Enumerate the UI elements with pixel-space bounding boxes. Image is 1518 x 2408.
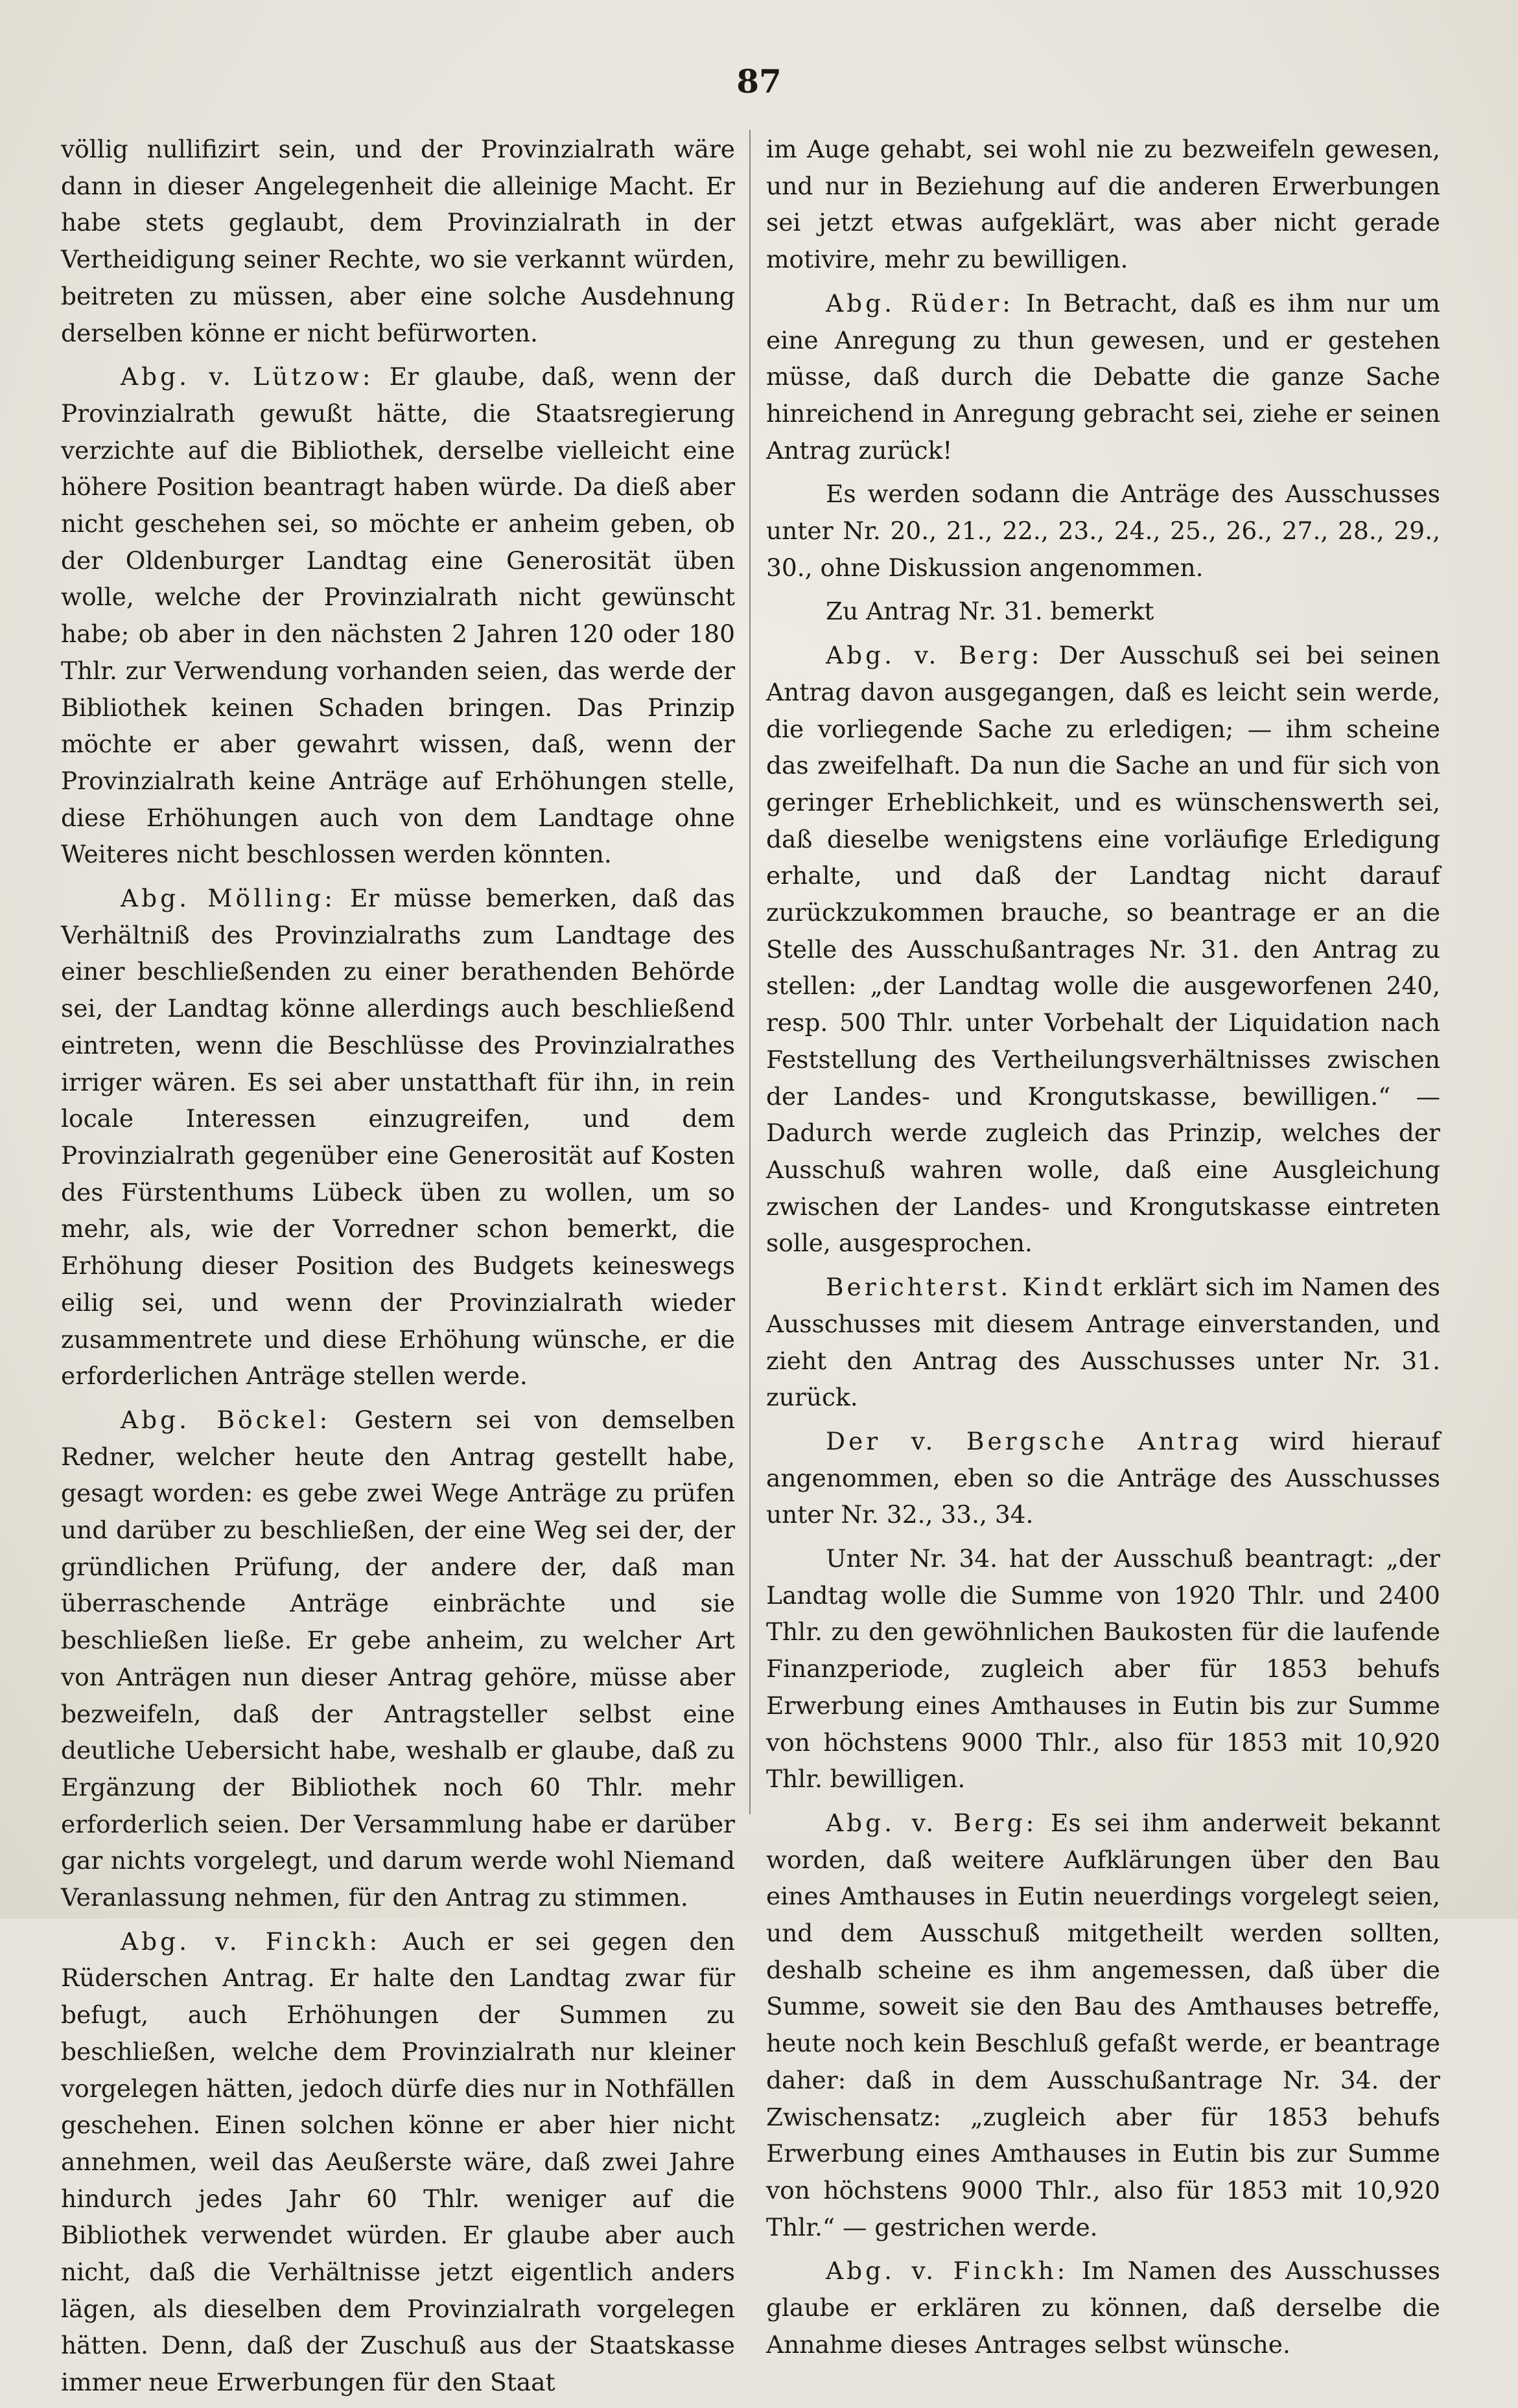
- paragraph: [766, 637, 1440, 1262]
- paragraph-text: Auch er sei gegen den Rüderschen Antrag. Er halte den Landtag zwar für befugt, auch Erhöhungen der Summen zu beschließen, welche dem Provinzialrath nur kleiner vorgelegen hätten, jedoch dürfe dies nur in Nothfällen geschehen. Einen solchen könne er aber hier nicht annehmen, weil das Aeußerste wäre, daß zwei Jahre hindurch jedes Jahr 60 Thlr. weniger auf die Bibliothek verwendet würden. Er glaube aber auch nicht, daß die Verhältnisse jetzt eigentlich anders lägen, als dieselben dem Provinzialrath vorgelegen hätten. Denn, daß der Zuschuß aus der Staatskasse immer neue Erwerbungen für den Staat: [61, 1927, 735, 2397]
- right-column: [766, 131, 1440, 2370]
- speaker-name: Abg. v. Berg:: [826, 1808, 1038, 1837]
- paragraph: [766, 476, 1440, 586]
- speaker-name: Berichterst. Kindt: [826, 1273, 1106, 1302]
- paragraph: [766, 2252, 1440, 2363]
- paragraph: [61, 1923, 735, 2401]
- paragraph: [61, 880, 735, 1395]
- speaker-name: Abg. Rüder:: [826, 288, 1014, 318]
- paragraph-text: Zu Antrag Nr. 31. bemerkt: [826, 597, 1154, 626]
- page-number: 87: [736, 62, 782, 100]
- paragraph-text: völlig nullifizirt sein, und der Provinzialrath wäre dann in dieser Angelegenheit die alleinige Macht. Er habe stets geglaubt, dem Provinzialrath in der Vertheidigung seiner Rechte, wo sie verkannt würden, beitreten zu müssen, aber eine solche Ausdehnung derselben könne er nicht befürworten.: [61, 135, 735, 347]
- speaker-name: Abg. v. Lützow:: [121, 362, 374, 391]
- paragraph: [61, 1402, 735, 1916]
- paragraph: [61, 131, 735, 351]
- paragraph-text: erklärt sich im Namen des Ausschusses mit diesem Antrage einverstanden, und zieht den Antrag des Ausschusses unter Nr. 31. zurück.: [766, 1273, 1441, 1412]
- paragraph-text: Er müsse bemerken, daß das Verhältniß des Provinzialraths zum Landtage des einer beschließenden zu einer berathenden Behörde sei, der Landtag könne allerdings auch beschließend eintreten, wenn die Beschlüsse des Provinzialrathes irriger wären. Es sei aber unstatthaft für ihn, in rein locale Interessen einzugreifen, und dem Provinzialrath gegenüber eine Generosität auf Kosten des Fürstenthums Lübeck üben zu wollen, um so mehr, als, wie der Vorredner schon bemerkt, die Erhöhung dieser Position des Budgets keineswegs eilig sei, und wenn der Provinzialrath wieder zusammentrete und diese Erhöhung wünsche, er die erforderlichen Anträge stellen werde.: [61, 884, 735, 1391]
- speaker-name: Abg. v. Berg:: [826, 641, 1043, 670]
- paragraph-text: Unter Nr. 34. hat der Ausschuß beantragt: „der Landtag wolle die Summe von 1920 Thlr. und 2400 Thlr. zu den gewöhnlichen Baukosten für die laufende Finanzperiode, zugleich aber für 1853 behufs Erwerbung eines Amthauses in Eutin bis zur Summe von höchstens 9000 Thlr., also für 1853 mit 10,920 Thlr. bewilligen.: [766, 1544, 1440, 1794]
- left-column: [61, 131, 735, 2408]
- paragraph: [766, 1423, 1440, 1533]
- paragraph-text: wird hierauf angenommen, eben so die Anträge des Ausschusses unter Nr. 32., 33., 34.: [766, 1426, 1441, 1529]
- paragraph: [766, 1805, 1440, 2245]
- paragraph-text: Es sei ihm anderweit bekannt worden, daß weitere Aufklärungen über den Bau eines Amthauses in Eutin neuerdings vorgelegt seien, und dem Ausschuß mitgetheilt werden sollten, deshalb scheine es ihm angemessen, daß über die Summe, soweit sie den Bau des Amthauses betreffe, heute noch kein Beschluß gefaßt werde, er beantrage daher: daß in dem Ausschußantrage Nr. 34. der Zwischensatz: „zugleich aber für 1853 behufs Erwerbung eines Amthauses in Eutin bis zur Summe von höchstens 9000 Thlr., also für 1853 mit 10,920 Thlr.“ — gestrichen werde.: [766, 1808, 1440, 2241]
- paragraph-text: In Betracht, daß es ihm nur um eine Anregung zu thun gewesen, und er gestehen müsse, daß durch die Debatte die ganze Sache hinreichend in Anregung gebracht sei, ziehe er seinen Antrag zurück!: [766, 288, 1440, 465]
- paragraph: [766, 1269, 1440, 1416]
- paragraph-text: Er glaube, daß, wenn der Provinzialrath gewußt hätte, die Staatsregierung verzichte auf die Bibliothek, derselbe vielleicht eine höhere Position beantragt haben würde. Da dieß aber nicht geschehen sei, so möchte er anheim geben, ob der Oldenburger Landtag eine Generosität üben wolle, welche der Provinzialrath nicht gewünscht habe; ob aber in den nächsten 2 Jahren 120 oder 180 Thlr. zur Verwendung vorhanden seien, das werde der Bibliothek keinen Schaden bringen. Das Prinzip möchte er aber gewahrt wissen, daß, wenn der Provinzialrath keine Anträge auf Erhöhungen stelle, diese Erhöhungen auch von dem Landtage ohne Weiteres nicht beschlossen werden könnten.: [61, 362, 736, 869]
- paragraph-text: Im Namen des Ausschusses glaube er erklären zu können, daß derselbe die Annahme dieses Antrages selbst wünsche.: [766, 2256, 1440, 2359]
- speaker-name: Abg. v. Finckh:: [121, 1927, 381, 1956]
- paragraph: [766, 593, 1440, 630]
- paragraph: [61, 358, 735, 873]
- paragraph-text: Gestern sei von demselben Redner, welcher heute den Antrag gestellt habe, gesagt worden: es gebe zwei Wege Anträge zu prüfen und darüber zu beschließen, der eine Weg sei der, der gründlichen Prüfung, der andere der, daß man überraschende Anträge einbrächte und sie beschließen ließe. Er gebe anheim, zu welcher Art von Anträgen nun dieser Antrag gehöre, müsse aber bezweifeln, daß der Antragsteller selbst eine deutliche Uebersicht habe, weshalb er glaube, daß zu Ergänzung der Bibliothek noch 60 Thlr. mehr erforderlich seien. Der Versammlung habe er darüber gar nichts vorgelegt, und darum werde wohl Niemand Veranlassung nehmen, für den Antrag zu stimmen.: [61, 1405, 735, 1912]
- paragraph: [766, 285, 1440, 469]
- paragraph-text: Es werden sodann die Anträge des Ausschusses unter Nr. 20., 21., 22., 23., 24., 25., 26., 27., 28., 29., 30., ohne Diskussion angenommen.: [766, 480, 1440, 582]
- paragraph: [766, 1540, 1440, 1798]
- paragraph: [766, 131, 1440, 278]
- paragraph-text: im Auge gehabt, sei wohl nie zu bezweifeln gewesen, und nur in Beziehung auf die anderen Erwerbungen sei jetzt etwas aufgeklärt, was aber nicht gerade motivire, mehr zu bewilligen.: [766, 135, 1440, 274]
- speaker-name: Der v. Bergsche Antrag: [826, 1426, 1243, 1455]
- speaker-name: Abg. v. Finckh:: [826, 2256, 1069, 2286]
- speaker-name: Abg. Mölling:: [121, 884, 336, 913]
- column-divider: [749, 130, 751, 1814]
- speaker-name: Abg. Böckel:: [121, 1405, 331, 1434]
- paragraph-text: Der Ausschuß sei bei seinen Antrag davon ausgegangen, daß es leicht sein werde, die vorliegende Sache zu erledigen; — ihm scheine das zweifelhaft. Da nun die Sache an und für sich von geringer Erheblichkeit, und es wünschenswerth sei, daß dieselbe wenigstens eine vorläufige Erledigung erhalte, und daß der Landtag nicht darauf zurückzukommen brauche, so beantrage er an die Stelle des Ausschußantrages Nr. 31. den Antrag zu stellen: „der Landtag wolle die ausgeworfenen 240, resp. 500 Thlr. unter Vorbehalt der Liquidation nach Feststellung des Vertheilungsverhältnisses zwischen der Landes- und Krongutskasse, bewilligen.“ — Dadurch werde zugleich das Prinzip, welches der Ausschuß wahren wolle, daß eine Ausgleichung zwischen der Landes- und Krongutskasse eintreten solle, ausgesprochen.: [766, 641, 1440, 1258]
